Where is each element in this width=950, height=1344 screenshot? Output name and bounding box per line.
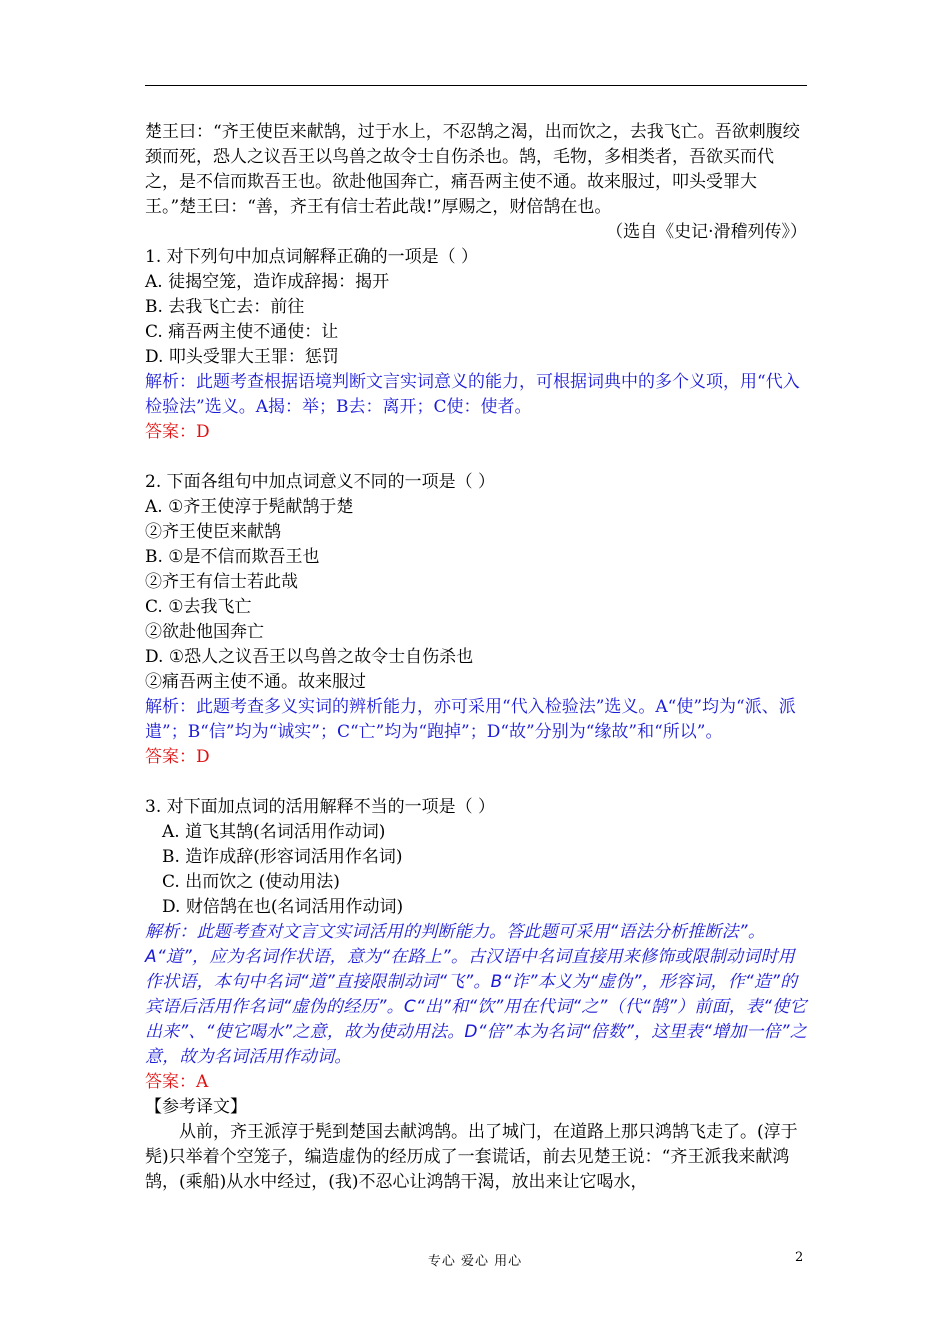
translation-text: 从前，齐王派淳于髡到楚国去献鸿鹄。出了城门，在道路上那只鸿鹄飞走了。(淳于髡)只举着个空笼子，编造虚伪的经历成了一套谎话，前去见楚王说：“齐王派我来献鸿鹄，(乘船)从水中经过，(我)不忍心让鸿鹄干渴，放出来让它喝水， <box>145 1122 798 1192</box>
question-2-option-d2: ②痛吾两主使不通。故来服过 <box>145 672 366 692</box>
question-2-option-c1: C. ①去我飞亡 <box>145 597 252 617</box>
question-2-option-b2: ②齐王有信士若此哉 <box>145 572 298 592</box>
question-3-option-c: C. 出而饮之 (使动用法) <box>162 872 340 892</box>
question-2-stem: 2. 下面各组句中加点词意义不同的一项是（ ） <box>145 472 496 492</box>
header-rule <box>145 85 807 86</box>
question-3-option-b: B. 造诈成辞(形容词活用作名词) <box>162 847 403 867</box>
question-3-option-a: A. 道飞其鹄(名词活用作动词) <box>162 822 386 842</box>
question-1-answer: 答案：D <box>145 422 210 442</box>
question-2-option-b1: B. ①是不信而欺吾王也 <box>145 547 320 567</box>
question-2-option-a1: A. ①齐王使淳于髡献鹄于楚 <box>145 497 354 517</box>
question-2-option-a2: ②齐王使臣来献鹄 <box>145 522 281 542</box>
question-1-option-d: D. 叩头受罪大王罪：惩罚 <box>145 347 339 367</box>
spacer <box>145 770 807 795</box>
question-3-stem: 3. 对下面加点词的活用解释不当的一项是（ ） <box>145 797 496 817</box>
question-1-option-c: C. 痛吾两主使不通使：让 <box>145 322 339 342</box>
footer-motto: 专心 爱心 用心 <box>427 1254 523 1269</box>
question-1-option-b: B. 去我飞亡去：前往 <box>145 297 305 317</box>
question-2-answer: 答案：D <box>145 747 210 767</box>
question-1-option-a: A. 徒揭空笼，造诈成辞揭：揭开 <box>145 272 390 292</box>
question-1-analysis: 解析：此题考查根据语境判断文言实词意义的能力，可根据词典中的多个义项，用“代入检验法”选义。A揭：举；B去：离开；C使：使者。 <box>145 372 800 417</box>
question-2-analysis: 解析：此题考查多义实词的辨析能力，亦可采用“代入检验法”选义。A“使”均为“派、派遣”；B“信”均为“诚实”；C“亡”均为“跑掉”；D“故”分别为“缘故”和“所以”。 <box>145 697 796 742</box>
question-3-analysis: 解析：此题考查对文言文实词活用的判断能力。答此题可采用“语法分析推断法”。A“道”，应为名词作状语，意为“在路上”。古汉语中名词直接用来修饰或限制动词时用作状语，本句中名词“道”直接限制动词“飞”。B“诈”本义为“虚伪”，形容词，作“造”的宾语后活用作名词“虚伪的经历”。C“出”和“饮”用在代词“之”（代“鹄”）前面，表“使它出来”、“使它喝水”之意，故为使动用法。D“倍”本为名词“倍数”，这里表“增加一倍”之意，故为名词活用作动词。 <box>145 922 807 1067</box>
passage-source: （选自《史记·滑稽列传》） <box>606 222 807 242</box>
passage-text: 楚王曰：“齐王使臣来献鹄，过于水上，不忍鹄之渴，出而饮之，去我飞亡。吾欲刺腹绞颈而死，恐人之议吾王以鸟兽之故令士自伤杀也。鹄，毛物，多相类者，吾欲买而代之，是不信而欺吾王也。欲赴他国奔亡，痛吾两主使不通。故来服过，叩头受罪大王。”楚王曰：“善，齐王有信士若此哉!”厚赐之，财倍鹄在也。 <box>145 122 800 217</box>
page-number: 2 <box>795 1250 804 1265</box>
question-2-option-c2: ②欲赴他国奔亡 <box>145 622 264 642</box>
question-2-option-d1: D. ①恐人之议吾王以鸟兽之故令士自伤杀也 <box>145 647 474 667</box>
document-body <box>145 120 807 1195</box>
spacer <box>145 445 807 470</box>
translation-heading: 【参考译文】 <box>145 1097 247 1117</box>
question-3-answer: 答案：A <box>145 1072 209 1092</box>
question-3-option-d: D. 财倍鹄在也(名词活用作动词) <box>162 897 404 917</box>
question-1-stem: 1. 对下列句中加点词解释正确的一项是（ ） <box>145 247 479 267</box>
